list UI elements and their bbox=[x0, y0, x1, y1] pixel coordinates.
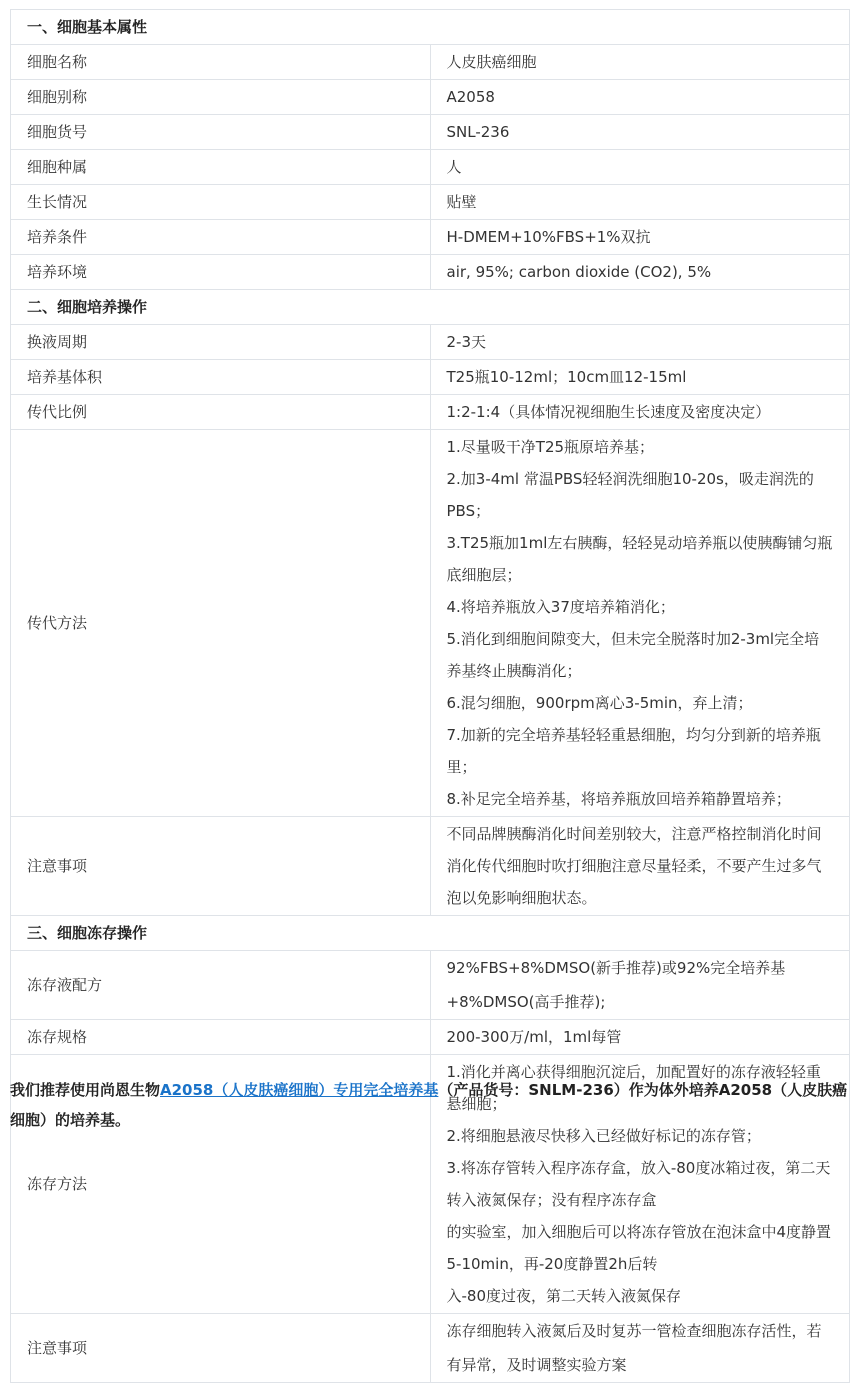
value-line: 5.消化到细胞间隙变大，但未完全脱落时加2-3ml完全培养基终止胰酶消化； bbox=[446, 630, 820, 680]
row-label: 培养环境 bbox=[11, 255, 431, 290]
value-line: 1:2-1:4（具体情况视细胞生长速度及密度决定） bbox=[446, 403, 771, 421]
section-header-row bbox=[11, 916, 850, 951]
value-line: 3.T25瓶加1ml左右胰酶，轻轻晃动培养瓶以使胰酶铺匀瓶底细胞层； bbox=[446, 534, 833, 584]
row-label: 细胞名称 bbox=[11, 45, 431, 80]
row-value bbox=[430, 430, 850, 817]
table-row bbox=[11, 150, 850, 185]
row-label: 细胞种属 bbox=[11, 150, 431, 185]
row-label: 培养基体积 bbox=[11, 360, 431, 395]
value-line: 不同品牌胰酶消化时间差别较大，注意严格控制消化时间 bbox=[446, 825, 822, 843]
value-line: 1.尽量吸干净T25瓶原培养基； bbox=[446, 438, 655, 456]
footer-suffix: （产品货号：SNLM-236）作为体外培养A2058（人皮肤癌细胞）的培养基。 bbox=[10, 1081, 848, 1129]
section-title: 三、细胞冻存操作 bbox=[11, 916, 850, 951]
table-row bbox=[11, 430, 850, 817]
table-row bbox=[11, 395, 850, 430]
row-value bbox=[430, 80, 850, 115]
row-label: 注意事项 bbox=[11, 1314, 431, 1383]
row-value bbox=[430, 395, 850, 430]
section-header-row bbox=[11, 290, 850, 325]
row-label: 冻存液配方 bbox=[11, 951, 431, 1020]
value-line: A2058 bbox=[446, 88, 495, 106]
value-line: 人皮肤癌细胞 bbox=[446, 53, 537, 71]
cell-info-table bbox=[10, 9, 850, 1383]
row-label: 传代方法 bbox=[11, 430, 431, 817]
table-row bbox=[11, 45, 850, 80]
value-line: 2-3天 bbox=[446, 333, 486, 351]
table-row bbox=[11, 255, 850, 290]
value-line: 的实验室，加入细胞后可以将冻存管放在泡沫盒中4度静置5-10min，再-20度静置2h后转 bbox=[446, 1223, 832, 1273]
row-value bbox=[430, 45, 850, 80]
row-value bbox=[430, 1314, 850, 1383]
row-label: 冻存规格 bbox=[11, 1020, 431, 1055]
row-value bbox=[430, 325, 850, 360]
row-value bbox=[430, 360, 850, 395]
value-line: 1.消化并离心获得细胞沉淀后，加配置好的冻存液轻轻重悬细胞； bbox=[446, 1063, 821, 1113]
row-label: 冻存方法 bbox=[11, 1055, 431, 1314]
row-value bbox=[430, 1020, 850, 1055]
value-line: 贴壁 bbox=[446, 193, 477, 211]
row-value bbox=[430, 115, 850, 150]
value-line: 2.将细胞悬液尽快移入已经做好标记的冻存管； bbox=[446, 1127, 761, 1145]
value-line: 2.加3-4ml 常温PBS轻轻润洗细胞10-20s，吸走润洗的PBS； bbox=[446, 470, 814, 520]
table-row bbox=[11, 951, 850, 1020]
row-value bbox=[430, 150, 850, 185]
value-line: air, 95%; carbon dioxide (CO2), 5% bbox=[446, 263, 712, 281]
value-line: 消化传代细胞时吹打细胞注意尽量轻柔，不要产生过多气泡以免影响细胞状态。 bbox=[446, 857, 822, 907]
section-title: 二、细胞培养操作 bbox=[11, 290, 850, 325]
row-label: 培养条件 bbox=[11, 220, 431, 255]
section-header-row bbox=[11, 10, 850, 45]
row-value bbox=[430, 185, 850, 220]
table-row bbox=[11, 325, 850, 360]
table-row bbox=[11, 80, 850, 115]
section-title: 一、细胞基本属性 bbox=[11, 10, 850, 45]
row-value bbox=[430, 220, 850, 255]
value-line: SNL-236 bbox=[446, 123, 510, 141]
table-row bbox=[11, 185, 850, 220]
row-label: 细胞货号 bbox=[11, 115, 431, 150]
row-label: 注意事项 bbox=[11, 817, 431, 916]
value-line: 6.混匀细胞，900rpm离心3-5min，弃上清； bbox=[446, 694, 753, 712]
table-row bbox=[11, 1020, 850, 1055]
table-row bbox=[11, 220, 850, 255]
row-label: 换液周期 bbox=[11, 325, 431, 360]
value-line: 3.将冻存管转入程序冻存盒，放入-80度冰箱过夜，第二天转入液氮保存；没有程序冻存盒 bbox=[446, 1159, 831, 1209]
value-line: 7.加新的完全培养基轻轻重悬细胞，均匀分到新的培养瓶里； bbox=[446, 726, 821, 776]
row-label: 传代比例 bbox=[11, 395, 431, 430]
footer-prefix: 我们推荐使用尚恩生物 bbox=[10, 1081, 161, 1099]
value-line: 92%FBS+8%DMSO(新手推荐)或92%完全培养基+8%DMSO(高手推荐); bbox=[446, 959, 786, 1011]
value-line: 200-300万/ml，1ml每管 bbox=[446, 1028, 622, 1046]
row-label: 生长情况 bbox=[11, 185, 431, 220]
table-body bbox=[11, 10, 850, 1383]
value-line: 入-80度过夜，第二天转入液氮保存 bbox=[446, 1287, 682, 1305]
recommendation-paragraph bbox=[10, 1075, 850, 1135]
table-row bbox=[11, 360, 850, 395]
value-line: 冻存细胞转入液氮后及时复苏一管检查细胞冻存活性，若有异常，及时调整实验方案 bbox=[446, 1322, 822, 1374]
value-line: 8.补足完全培养基，将培养瓶放回培养箱静置培养； bbox=[446, 790, 791, 808]
row-value bbox=[430, 255, 850, 290]
value-line: 4.将培养瓶放入37度培养箱消化； bbox=[446, 598, 675, 616]
table-row bbox=[11, 817, 850, 916]
row-value bbox=[430, 951, 850, 1020]
value-line: T25瓶10-12ml；10cm皿12-15ml bbox=[446, 368, 687, 386]
row-value bbox=[430, 817, 850, 916]
value-line: 人 bbox=[446, 158, 462, 176]
table-row bbox=[11, 115, 850, 150]
value-line: H-DMEM+10%FBS+1%双抗 bbox=[446, 228, 651, 246]
row-label: 细胞别称 bbox=[11, 80, 431, 115]
product-link[interactable]: A2058（人皮肤癌细胞）专用完全培养基 bbox=[160, 1081, 439, 1099]
table-row bbox=[11, 1314, 850, 1383]
